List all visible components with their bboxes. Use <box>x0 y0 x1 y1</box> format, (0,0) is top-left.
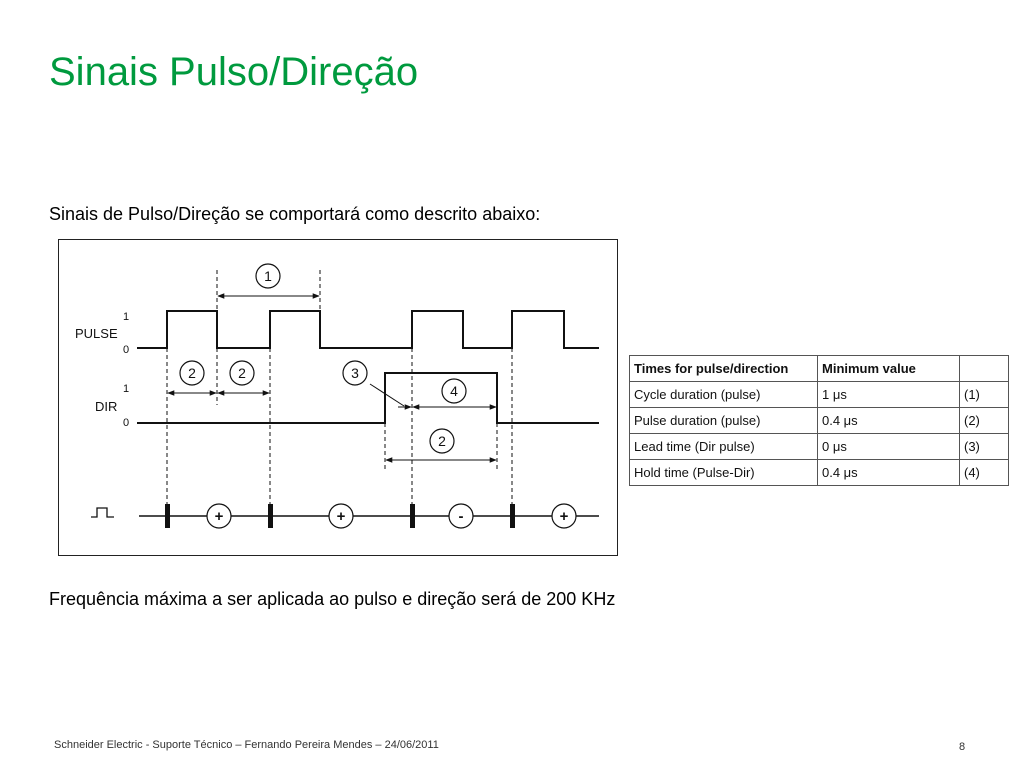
direction-sign-minus-text: - <box>458 508 464 525</box>
marker-2-number: 2 <box>188 365 196 381</box>
table-cell: 0 μs <box>818 434 960 460</box>
table-cell: (2) <box>960 408 1009 434</box>
table-cell: Pulse duration (pulse) <box>630 408 818 434</box>
direction-sign-minus <box>449 504 473 528</box>
table-cell: 1 μs <box>818 382 960 408</box>
table-cell: (3) <box>960 434 1009 460</box>
direction-sign-plus <box>552 504 576 528</box>
dir-waveform <box>137 373 599 423</box>
marker-4 <box>442 379 466 403</box>
marker-3 <box>343 361 367 385</box>
table-cell: 0.4 μs <box>818 460 960 486</box>
pulse-direction-timing-diagram <box>58 239 618 556</box>
table-row <box>630 460 1009 486</box>
table-row <box>630 434 1009 460</box>
direction-sign-plus-text: + <box>559 508 569 525</box>
slide-title: Sinais Pulso/Direção <box>49 50 419 94</box>
dir-level-high: 1 <box>123 383 130 395</box>
marker-2-number: 2 <box>438 433 446 449</box>
direction-sign-plus <box>329 504 353 528</box>
pulse-label: PULSE <box>75 326 118 341</box>
marker-2 <box>430 429 454 453</box>
table-cell: (4) <box>960 460 1009 486</box>
table-cell: Hold time (Pulse-Dir) <box>630 460 818 486</box>
marker-2 <box>230 361 254 385</box>
footer-text: Schneider Electric - Suporte Técnico – Fernando Pereira Mendes – 24/06/2011 <box>54 739 439 751</box>
table-cell: (1) <box>960 382 1009 408</box>
column-header: Times for pulse/direction <box>630 356 818 382</box>
pulse-symbol-icon <box>91 508 114 517</box>
intro-text: Sinais de Pulso/Direção se comportará como descrito abaixo: <box>49 204 541 224</box>
table-header-row <box>630 356 1009 382</box>
direction-sign-plus-text: + <box>336 508 346 525</box>
column-header <box>960 356 1009 382</box>
table-row <box>630 408 1009 434</box>
direction-sign-plus <box>207 504 231 528</box>
max-frequency-text: Frequência máxima a ser aplicada ao pulso e direção será de 200 KHz <box>49 589 616 609</box>
pulse-level-high: 1 <box>123 311 130 323</box>
column-header: Minimum value <box>818 356 960 382</box>
pulse-waveform <box>137 311 599 348</box>
pulse-level-low: 0 <box>123 344 130 356</box>
direction-sign-plus-text: + <box>214 508 224 525</box>
marker-3-number: 3 <box>351 365 359 381</box>
dir-level-low: 0 <box>123 417 130 429</box>
dir-label: DIR <box>95 399 118 414</box>
marker-2 <box>180 361 204 385</box>
marker-2-number: 2 <box>238 365 246 381</box>
table-row <box>630 382 1009 408</box>
marker-4-number: 4 <box>450 383 458 399</box>
page-number: 8 <box>959 741 966 753</box>
marker-1 <box>256 264 280 288</box>
timing-requirements-table <box>629 355 1009 486</box>
table-cell: Lead time (Dir pulse) <box>630 434 818 460</box>
table-cell: 0.4 μs <box>818 408 960 434</box>
table-cell: Cycle duration (pulse) <box>630 382 818 408</box>
marker-1-number: 1 <box>264 268 272 284</box>
